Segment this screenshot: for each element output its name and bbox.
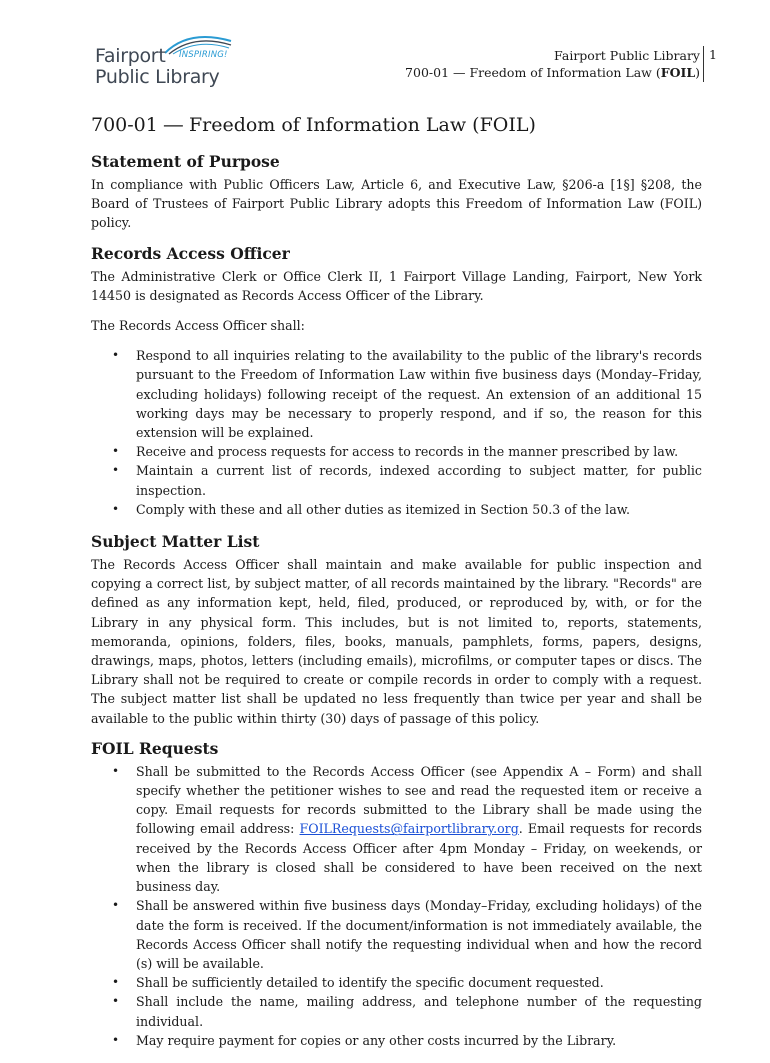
heading-statement-of-purpose: Statement of Purpose xyxy=(91,152,280,171)
header-org: Fairport Public Library xyxy=(554,48,700,63)
header-policy-prefix: 700-01 — Freedom of Information Law ( xyxy=(405,65,661,80)
list-item xyxy=(91,992,702,1030)
foil-requests-list xyxy=(91,762,702,1050)
bullet-icon: • xyxy=(112,975,120,990)
list-item-text: Shall include the name, mailing address, and telephone number of the requesting individual. xyxy=(136,994,702,1029)
heading-records-access-officer: Records Access Officer xyxy=(91,243,290,263)
page-number: 1 xyxy=(709,47,717,62)
officer-shall-intro: The Records Access Officer shall: xyxy=(91,318,305,334)
logo-line-2: Public Library xyxy=(95,66,220,88)
bullet-icon: • xyxy=(112,348,120,363)
bullet-icon: • xyxy=(112,898,120,913)
library-logo xyxy=(93,33,233,93)
list-item xyxy=(91,973,702,992)
subject-paragraph: The Records Access Officer shall maintain and make available for public inspection and copying a correct list, by subject matter, of all records maintained by the library. "Records" are defined as any information kept, held, filed, produced, or reproduced by, with, or for the Library in any physical form. This includes, but is not limited to, reports, statements, memoranda, opinions, folders, files, books, manuals, pamphlets, forms, papers, designs, drawings, maps, photos, letters (including emails), microfilms, or computer tapes or discs. The Library shall not be required to create or compile records in order to comply with a request. The subject matter list shall be updated no less frequently than twice per year and shall be available to the public within thirty (30) days of passage of this policy. xyxy=(91,557,702,726)
bullet-icon: • xyxy=(112,763,120,778)
officer-paragraph: The Administrative Clerk or Office Clerk II, 1 Fairport Village Landing, Fairport, New York 14450 is designated as Records Access Officer of the Library. xyxy=(91,268,702,303)
purpose-paragraph: In compliance with Public Officers Law, Article 6, and Executive Law, §206-a [1§] §208, the Board of Trustees of Fairport Public Library adopts this Freedom of Information Law (FOIL) policy. xyxy=(91,177,702,231)
list-item xyxy=(91,442,702,461)
list-item xyxy=(91,762,702,896)
bullet-icon: • xyxy=(112,1032,120,1047)
list-item-text: May require payment for copies or any other costs incurred by the Library. xyxy=(136,1032,617,1048)
bullet-icon: • xyxy=(112,444,120,459)
logo-line-1: Fairport xyxy=(95,45,166,67)
logo-tagline: INSPIRING! xyxy=(179,50,228,60)
list-item xyxy=(91,346,702,442)
list-item-text: Shall be sufficiently detailed to identify the specific document requested. xyxy=(136,975,604,991)
heading-foil-requests: FOIL Requests xyxy=(91,738,219,758)
officer-duties-list xyxy=(91,346,702,519)
header-policy-bold: FOIL xyxy=(660,65,696,80)
header-divider xyxy=(703,46,704,82)
list-item-text: Comply with these and all other duties as itemized in Section 50.3 of the law. xyxy=(136,501,630,517)
running-header xyxy=(405,47,700,81)
list-item xyxy=(91,1031,702,1050)
header-policy-suffix: ) xyxy=(695,65,700,80)
list-item xyxy=(91,461,702,499)
list-item-text: Shall be submitted to the Records Access Officer (see Appendix A – Form) and shall specify whether the petitioner wishes to see and read the requested item or receive a copy. Email requests for records submitted to the Library shall be made using the following email address: xyxy=(136,763,702,837)
list-item-text: Shall be answered within five business days (Monday–Friday, excluding holidays) of the date the form is received. If the document/information is not immediately available, the Records Access Officer shall notify the requesting individual when and how the record (s) will be available. xyxy=(136,898,702,971)
list-item xyxy=(91,500,702,519)
bullet-icon: • xyxy=(112,994,120,1009)
list-item-text-after-link: . Email requests for records received by the Records Access Officer after 4pm Monday – Friday, on weekends, or when the library is closed shall be considered to have been received on the next business day. xyxy=(136,821,703,895)
foil-email-link[interactable]: FOILRequests@fairportlibrary.org xyxy=(299,821,519,837)
list-item-text: Maintain a current list of records, indexed according to subject matter, for public inspection. xyxy=(136,463,702,498)
bullet-icon: • xyxy=(112,501,120,516)
heading-subject-matter-list: Subject Matter List xyxy=(91,532,260,552)
list-item-text: Receive and process requests for access to records in the manner prescribed by law. xyxy=(136,444,679,460)
document-title: 700-01 ― Freedom of Information Law (FOIL) xyxy=(91,114,536,136)
document-body xyxy=(91,112,702,1063)
header-policy xyxy=(405,64,700,81)
list-item xyxy=(91,896,702,973)
bullet-icon: • xyxy=(112,463,120,478)
list-item-text: Respond to all inquiries relating to the availability to the public of the library's records pursuant to the Freedom of Information Law within five business days (Monday–Friday, excluding holidays) following receipt of the request. An extension of an additional 15 working days may be necessary to properly respond, and if so, the reason for this extension will be explained. xyxy=(136,348,702,441)
